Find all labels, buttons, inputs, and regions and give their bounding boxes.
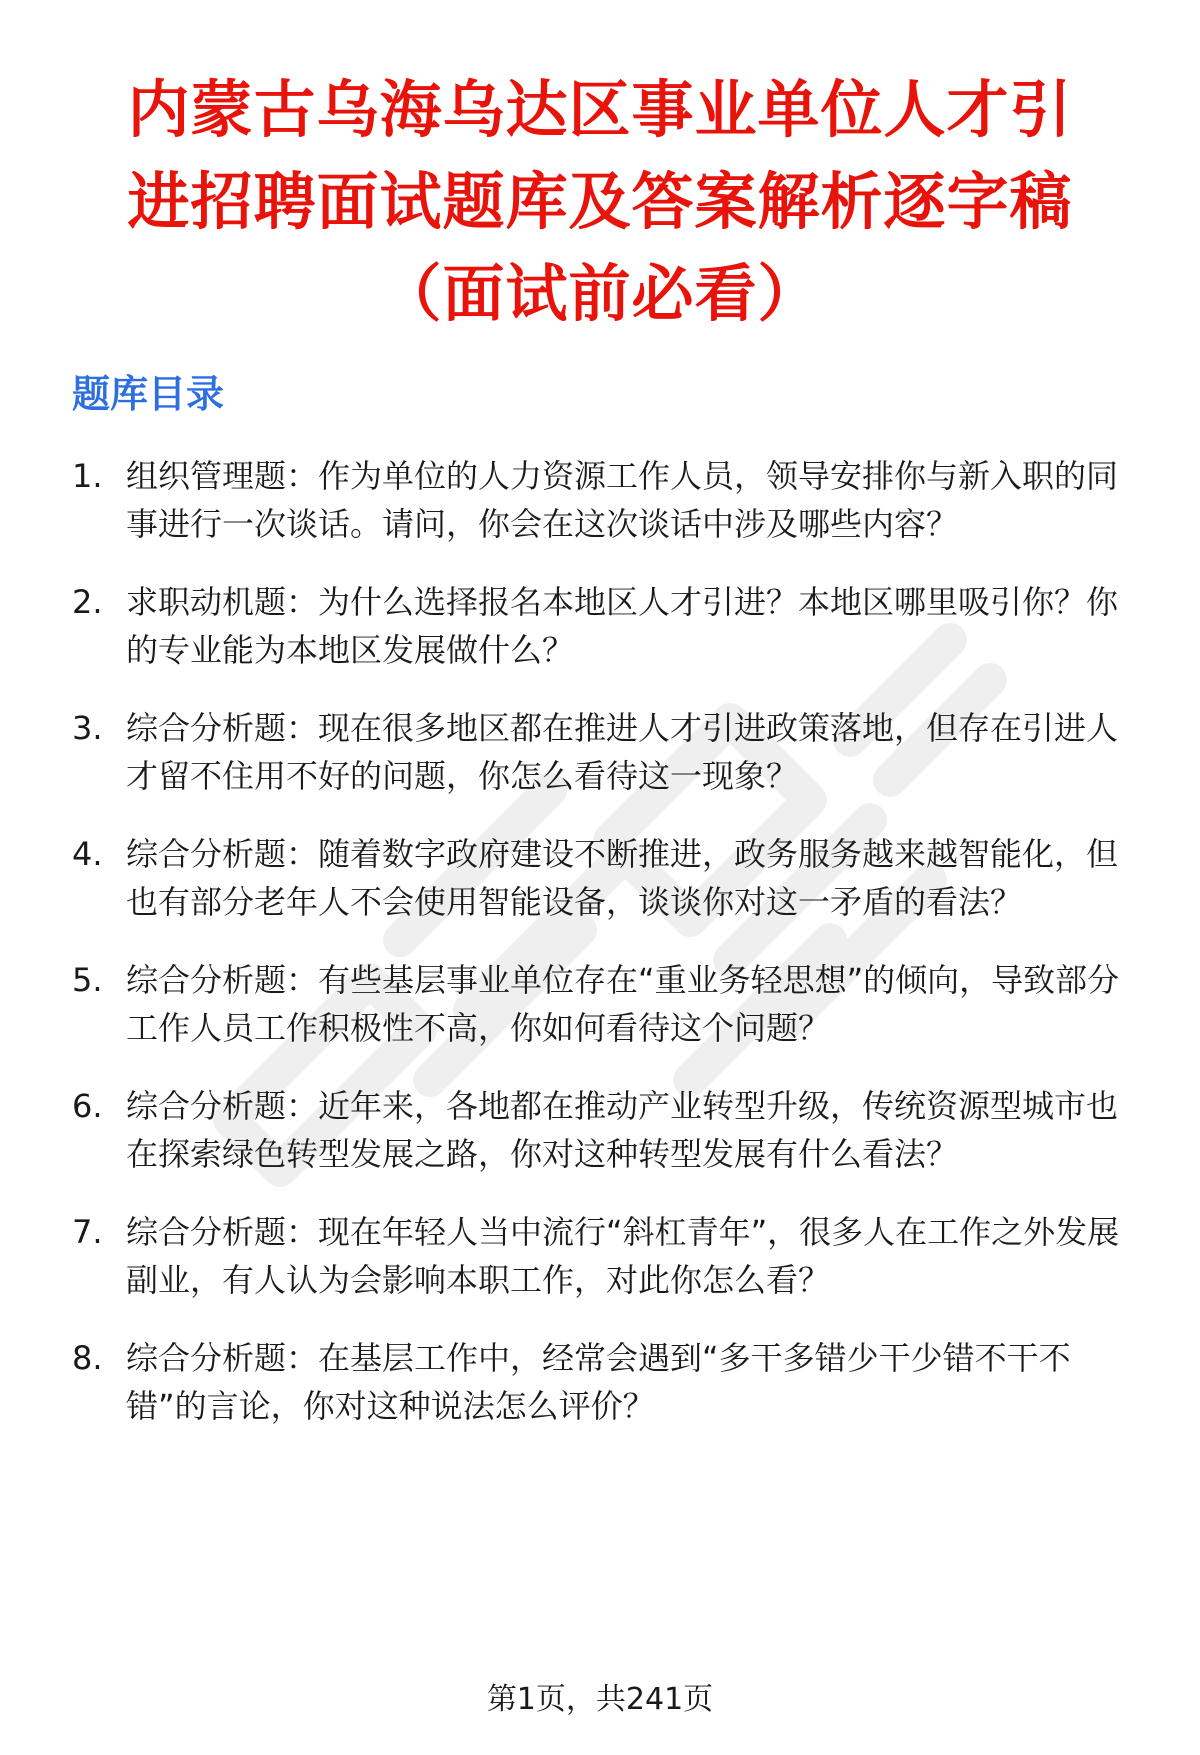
question-item: [72, 452, 1140, 548]
question-item: [72, 704, 1140, 800]
question-text: 求职动机题：为什么选择报名本地区人才引进？本地区哪里吸引你？你的专业能为本地区发展做什么？: [126, 583, 1119, 669]
question-item: [72, 1082, 1140, 1178]
question-text: 综合分析题：在基层工作中，经常会遇到“多干多错少干少错不干不错”的言论，你对这种说法怎么评价？: [126, 1339, 1071, 1425]
question-number: 5.: [72, 961, 103, 999]
question-text: 综合分析题：近年来，各地都在推动产业转型升级，传统资源型城市也在探索绿色转型发展之路，你对这种转型发展有什么看法？: [126, 1087, 1119, 1173]
question-number: 1.: [72, 457, 103, 495]
question-text: 组织管理题：作为单位的人力资源工作人员，领导安排你与新入职的同事进行一次谈话。请问，你会在这次谈话中涉及哪些内容？: [126, 457, 1119, 543]
section-heading: 题库目录: [72, 372, 225, 416]
question-number: 8.: [72, 1339, 103, 1377]
question-list: [72, 452, 1140, 1460]
title-line-3: （面试前必看）: [379, 257, 821, 330]
question-item: [72, 956, 1140, 1052]
question-item: [72, 578, 1140, 674]
title-line-1: 内蒙古乌海乌达区事业单位人才引: [127, 73, 1073, 146]
question-item: [72, 1334, 1140, 1430]
question-number: 7.: [72, 1213, 103, 1251]
page-footer: 第1页，共241页: [486, 1682, 714, 1717]
question-item: [72, 830, 1140, 926]
question-number: 2.: [72, 583, 103, 621]
question-number: 6.: [72, 1087, 103, 1125]
question-item: [72, 1208, 1140, 1304]
title-line-2: 进招聘面试题库及答案解析逐字稿: [127, 165, 1073, 238]
question-text: 综合分析题：随着数字政府建设不断推进，政务服务越来越智能化，但也有部分老年人不会使用智能设备，谈谈你对这一矛盾的看法？: [126, 835, 1119, 921]
question-number: 3.: [72, 709, 103, 747]
question-number: 4.: [72, 835, 103, 873]
question-text: 综合分析题：现在很多地区都在推进人才引进政策落地，但存在引进人才留不住用不好的问题，你怎么看待这一现象？: [126, 709, 1119, 795]
question-text: 综合分析题：现在年轻人当中流行“斜杠青年”，很多人在工作之外发展副业，有人认为会影响本职工作，对此你怎么看？: [126, 1213, 1120, 1299]
document-title: [80, 64, 1120, 340]
question-text: 综合分析题：有些基层事业单位存在“重业务轻思想”的倾向，导致部分工作人员工作积极性不高，你如何看待这个问题？: [126, 961, 1120, 1047]
